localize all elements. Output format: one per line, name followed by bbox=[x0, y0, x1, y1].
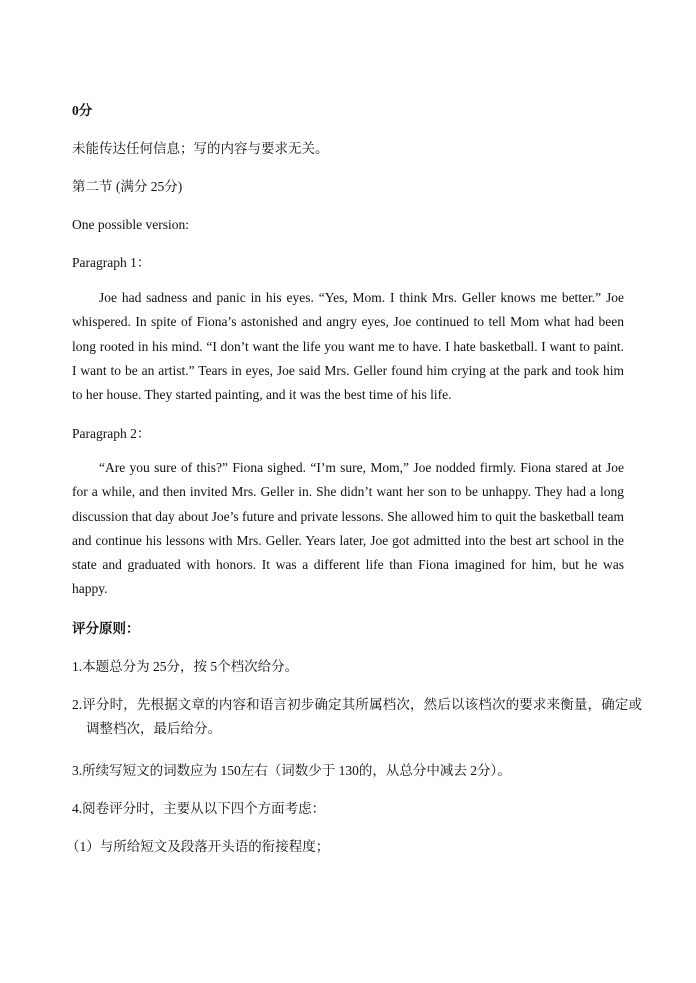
scoring-rule-2: 2.评分时，先根据文章的内容和语言初步确定其所属档次，然后以该档次的要求来衡量，确定或调整档次，最后给分。 bbox=[72, 697, 642, 736]
scoring-rule-1: 1.本题总分为 25分，按 5个档次给分。 bbox=[72, 659, 299, 674]
scoring-item-1: （1）与所给短文及段落开头语的衔接程度； bbox=[66, 839, 330, 854]
paragraph1-label: Paragraph 1： bbox=[72, 255, 151, 270]
paragraph1-text: Joe had sadness and panic in his eyes. “Yes, Mom. I think Mrs. Geller knows me better.” Joe whispered. In spite of Fiona’s astonished and angry eyes, Joe continued to tell Mom what had been long rooted in his mind. “I don’t want the life you want me to have. I hate basketball. I want to paint. I want to be an artist.” Tears in eyes, Joe said Mrs. Geller found him crying at the park and took him to her house. They started painting, and it was the best time of his life. bbox=[72, 290, 624, 403]
possible-version-label: One possible version: bbox=[72, 217, 189, 232]
paragraph2-label: Paragraph 2： bbox=[72, 426, 151, 441]
section-two-title: 第二节 (满分 25分) bbox=[72, 179, 183, 194]
score-level-description: 未能传达任何信息；写的内容与要求无关。 bbox=[72, 141, 329, 156]
scoring-title: 评分原则： bbox=[72, 621, 140, 636]
scoring-rule-4: 4.阅卷评分时，主要从以下四个方面考虑： bbox=[72, 801, 326, 816]
paragraph2-text: “Are you sure of this?” Fiona sighed. “I’m sure, Mom,” Joe nodded firmly. Fiona stared at Joe for a while, and then invited Mrs. Geller in. She didn’t want her son to be unhappy. They had a long discussion that day about Joe’s future and private lessons. She allowed him to quit the basketball team and continue his lessons with Mrs. Geller. Years later, Joe got admitted into the best art school in the state and graduated with honors. It was a different life than Fiona imagined for him, but he was happy. bbox=[72, 460, 624, 597]
score-level-heading: 0分 bbox=[72, 103, 93, 118]
scoring-rule-3: 3.所续写短文的词数应为 150左右（词数少于 130的，从总分中减去 2分）。 bbox=[72, 763, 511, 778]
